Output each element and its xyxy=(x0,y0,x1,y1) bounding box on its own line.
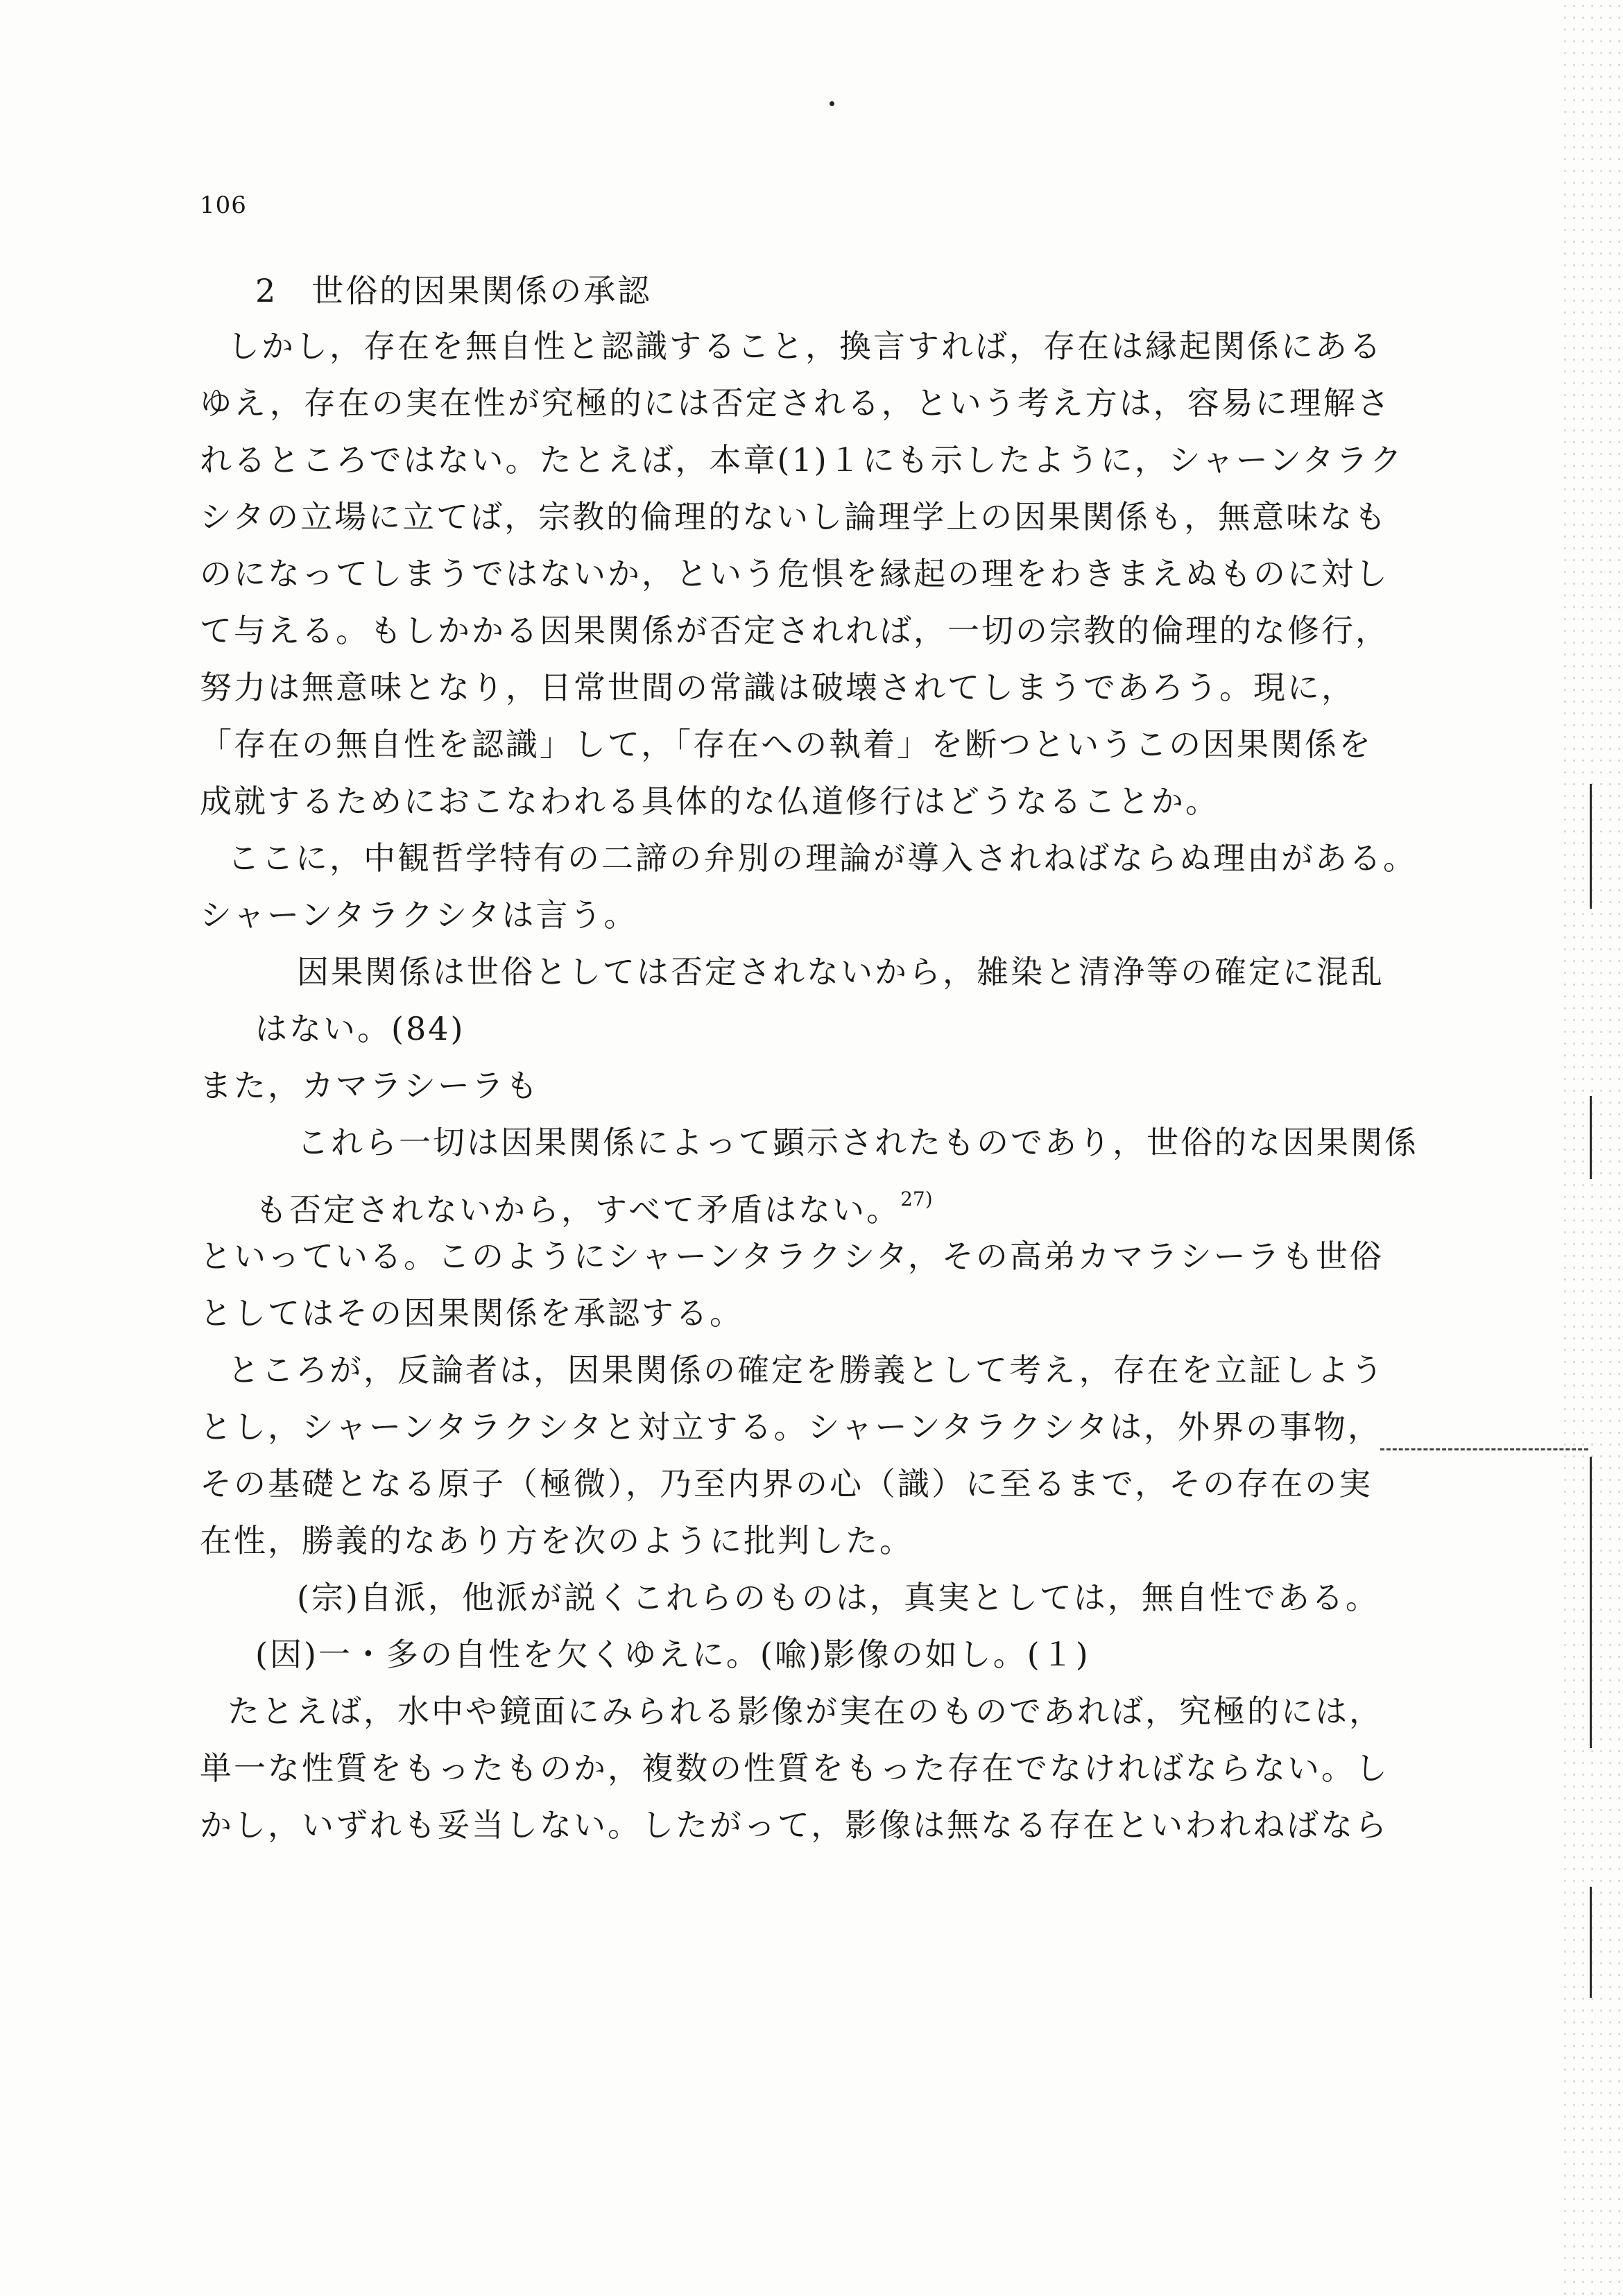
paragraph-line: 成就するためにおこなわれる具体的な仏道修行はどうなることか。 xyxy=(200,782,1219,820)
paragraph-line: しかし，存在を無自性と認識すること，換言すれば，存在は縁起関係にある xyxy=(227,327,1383,365)
scan-edge-line xyxy=(1590,1887,1592,1998)
paragraph-line: 努力は無意味となり，日常世間の常識は破壊されてしまうであろう。現に， xyxy=(200,669,1355,706)
paragraph-line: また，カマラシーラも xyxy=(200,1067,540,1104)
scan-edge-line xyxy=(1590,784,1592,909)
paragraph-line: といっている。このようにシャーンタラクシタ，その高弟カマラシーラも世俗 xyxy=(200,1237,1384,1275)
scan-dot-artifact xyxy=(830,101,834,106)
paragraph-line: れるところではない。たとえば，本章(1)１にも示したように，シャーンタラク xyxy=(200,441,1405,479)
scan-edge-speckle xyxy=(1561,0,1623,2296)
paragraph-line: 「存在の無自性を認識」して，「存在への執着」を断つというこの因果関係を xyxy=(200,726,1373,763)
paragraph-line: 在性，勝義的なあり方を次のように批判した。 xyxy=(200,1522,913,1559)
paragraph-line: かし，いずれも妥当しない。したがって，影像は無なる存在といわれねばなら xyxy=(200,1806,1389,1844)
paragraph-line: シタの立場に立てば，宗教的倫理的ないし論理学上の因果関係も，無意味なも xyxy=(200,498,1389,536)
quotation-line: はない。(84) xyxy=(255,1010,465,1047)
section-heading: 2 世俗的因果関係の承認 xyxy=(255,272,652,309)
paragraph-line: その基礎となる原子（極微），乃至内界の心（識）に至るまで，その存在の実 xyxy=(200,1465,1373,1502)
paragraph-line: としてはその因果関係を承認する。 xyxy=(200,1294,744,1332)
quotation-text: も否定されないから，すべて矛盾はない。 xyxy=(255,1191,901,1228)
quotation-line xyxy=(200,1171,1420,1228)
paragraph-line: ここに，中観哲学特有の二諦の弁別の理論が導入されねばならぬ理由がある。 xyxy=(227,839,1417,877)
paragraph-line: 単一な性質をもったものか，複数の性質をもった存在でなければならない。し xyxy=(200,1749,1389,1787)
body-text xyxy=(200,264,1420,1853)
paragraph-line: て与える。もしかかる因果関係が否定されれば，一切の宗教的倫理的な修行， xyxy=(200,612,1389,649)
paragraph-line: とし，シャーンタラクシタと対立する。シャーンタラクシタは，外界の事物， xyxy=(200,1408,1382,1446)
syllogism-line: (宗)自派，他派が説くこれらのものは，真実としては，無自性である。 xyxy=(297,1579,1380,1616)
note-reference: 27) xyxy=(900,1188,933,1210)
scan-edge-line xyxy=(1590,1457,1592,1748)
paragraph-line: ゆえ，存在の実在性が究極的には否定される，という考え方は，容易に理解さ xyxy=(200,384,1391,422)
paragraph-line: シャーンタラクシタは言う。 xyxy=(200,896,638,934)
page-number: 106 xyxy=(200,191,247,219)
quotation-line: 因果関係は世俗としては否定されないから，雑染と清浄等の確定に混乱 xyxy=(297,953,1384,991)
scan-edge-line xyxy=(1590,1096,1592,1179)
paragraph-line: のになってしまうではないか，という危惧を縁起の理をわきまえぬものに対し xyxy=(200,555,1389,592)
paragraph-line: ところが，反論者は，因果関係の確定を勝義として考え，存在を立証しよう xyxy=(227,1351,1385,1389)
syllogism-line: (因)一・多の自性を欠くゆえに。(喩)影像の如し。(１) xyxy=(255,1636,1090,1673)
paragraph-line: たとえば，水中や鏡面にみられる影像が実在のものであれば，究極的には， xyxy=(227,1693,1383,1730)
quotation-line: これら一切は因果関係によって顕示されたものであり，世俗的な因果関係 xyxy=(297,1124,1418,1161)
